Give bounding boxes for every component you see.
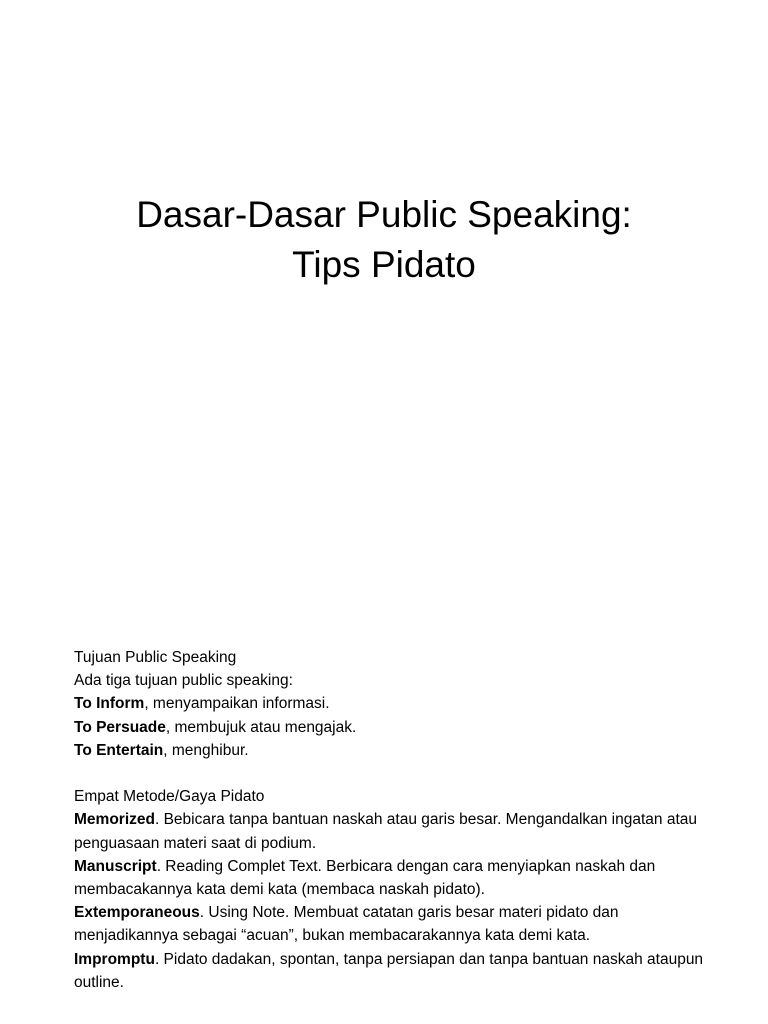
- item-term: Memorized: [74, 811, 155, 829]
- title-line-1: Dasar-Dasar Public Speaking:: [136, 194, 632, 235]
- list-item: [74, 855, 714, 901]
- item-term: To Persuade: [74, 718, 166, 736]
- list-item: [74, 716, 714, 739]
- section-heading-tujuan: Tujuan Public Speaking: [74, 649, 237, 666]
- section-heading-metode: Empat Metode/Gaya Pidato: [74, 788, 265, 806]
- item-text: . Reading Complet Text. Berbicara dengan cara menyiapkan naskah dan membacakannya kata demi kata (membaca naskah pidato).: [74, 857, 656, 899]
- section-intro: Ada tiga tujuan public speaking:: [74, 672, 293, 690]
- list-item: [74, 808, 714, 854]
- item-text: , membujuk atau mengajak.: [165, 718, 357, 736]
- title-line-2: Tips Pidato: [292, 244, 476, 285]
- item-text: , menyampaikan informasi.: [144, 695, 330, 713]
- item-term: Manuscript: [74, 857, 157, 875]
- document-body: [74, 646, 714, 994]
- paragraph-spacer: [74, 762, 714, 785]
- item-text: . Pidato dadakan, spontan, tanpa persiapan dan tanpa bantuan naskah ataupun outline.: [74, 950, 704, 991]
- item-text: . Using Note. Membuat catatan garis besar materi pidato dan menjadikannya sebagai “acuan”, bukan membacarakannya kata demi kata.: [74, 904, 619, 945]
- item-text: , menghibur.: [163, 741, 249, 759]
- item-term: Impromptu: [74, 950, 155, 968]
- page-title: [0, 190, 768, 290]
- item-term: To Inform: [74, 695, 145, 713]
- item-term: To Entertain: [74, 741, 164, 759]
- list-item: [74, 948, 714, 994]
- item-text: . Bebicara tanpa bantuan naskah atau garis besar. Mengandalkan ingatan atau penguasaan materi saat di podium.: [74, 811, 698, 852]
- list-item: [74, 692, 714, 715]
- list-item: [74, 739, 714, 762]
- list-item: [74, 901, 714, 947]
- item-term: Extemporaneous: [74, 904, 200, 922]
